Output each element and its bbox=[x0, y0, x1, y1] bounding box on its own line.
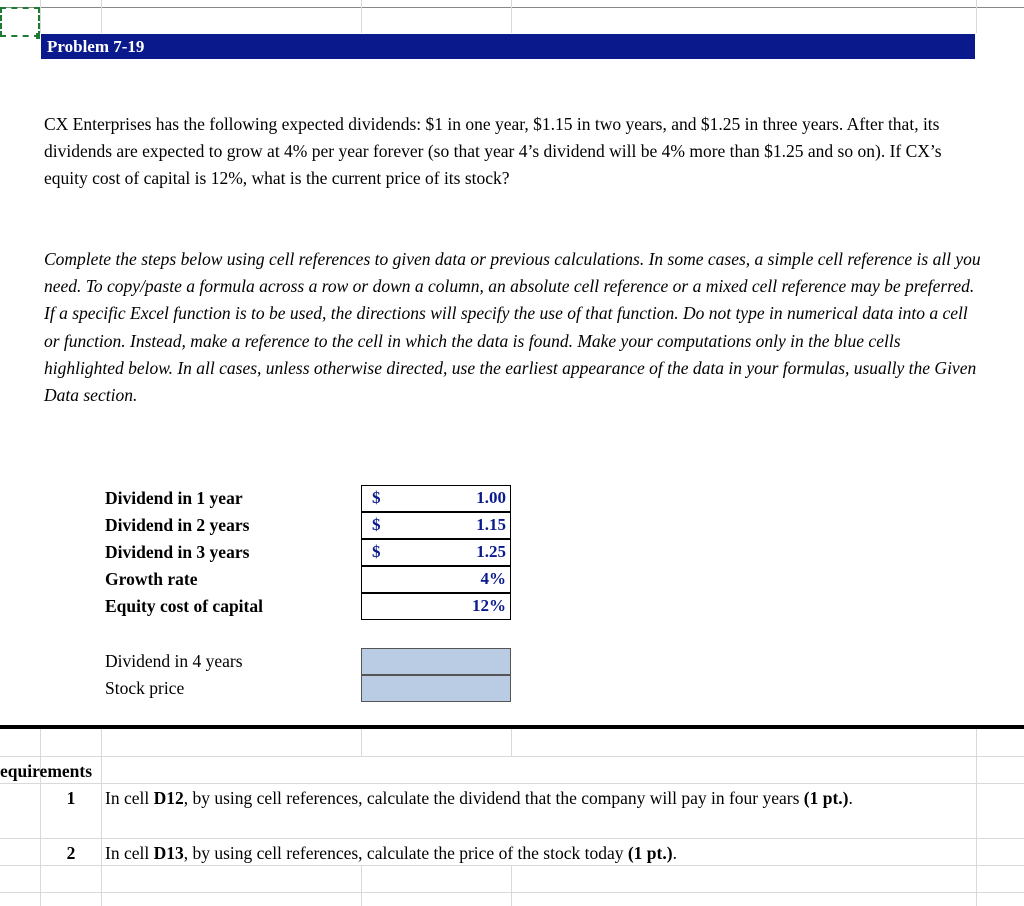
currency-symbol: $ bbox=[372, 515, 381, 534]
given-cell-growth-rate[interactable] bbox=[361, 566, 511, 593]
given-label-equity-cost: Equity cost of capital bbox=[105, 596, 263, 616]
given-value: 1.00 bbox=[476, 488, 506, 507]
given-value: 12% bbox=[472, 596, 506, 615]
given-label-dividend-1: Dividend in 1 year bbox=[105, 488, 243, 508]
selected-cell-outline[interactable] bbox=[0, 7, 40, 37]
input-cell-d13[interactable] bbox=[361, 675, 511, 702]
given-value: 1.25 bbox=[476, 542, 506, 561]
problem-question: CX Enterprises has the following expected dividends: $1 in one year, $1.15 in two years, and $1.25 in three years. After that, its dividends are expected to grow at 4% per year forever (so that year 4’s dividend will be 4% more than $1.25 and so on). If CX’s equity cost of capital is 12%, what is the current price of its stock? bbox=[44, 114, 942, 189]
calc-label-dividend-4: Dividend in 4 years bbox=[105, 651, 243, 671]
given-label-dividend-2: Dividend in 2 years bbox=[105, 515, 250, 535]
given-value: 4% bbox=[480, 569, 506, 588]
requirements-heading: equirements bbox=[0, 761, 93, 781]
calc-label-stock-price: Stock price bbox=[105, 678, 185, 698]
problem-title: Problem 7-19 bbox=[47, 37, 145, 56]
given-label-dividend-3: Dividend in 3 years bbox=[105, 542, 250, 562]
requirement-number: 2 bbox=[66, 843, 76, 863]
requirement-number: 1 bbox=[66, 788, 76, 808]
input-cell-d12[interactable] bbox=[361, 648, 511, 675]
requirement-1: In cell D12, by using cell references, calculate the dividend that the company will pay in four years (1 pt.). bbox=[105, 788, 853, 808]
currency-symbol: $ bbox=[372, 542, 381, 561]
given-cell-dividend-3[interactable] bbox=[361, 539, 511, 566]
given-value: 1.15 bbox=[476, 515, 506, 534]
given-cell-dividend-2[interactable] bbox=[361, 512, 511, 539]
currency-symbol: $ bbox=[372, 488, 381, 507]
given-cell-equity-cost[interactable] bbox=[361, 593, 511, 620]
problem-title-bar bbox=[40, 33, 976, 60]
given-label-growth-rate: Growth rate bbox=[105, 569, 198, 589]
instructions-text: Complete the steps below using cell references to given data or previous calculations. In some cases, a simple cell reference is all you need. To copy/paste a formula across a row or down a column, an absolute cell reference or a mixed cell reference may be preferred. If a specific Excel function is to be used, the directions will specify the use of that function. Do not type in numerical data into a cell or function. Instead, make a reference to the cell in which the data is found. Make your computations only in the blue cells highlighted below. In all cases, unless otherwise directed, use the earliest appearance of the data in your formulas, usually the Given Data section. bbox=[44, 249, 981, 406]
requirement-2: In cell D13, by using cell references, calculate the price of the stock today (1 pt.). bbox=[105, 843, 677, 863]
given-cell-dividend-1[interactable] bbox=[361, 485, 511, 512]
section-divider bbox=[0, 725, 1024, 729]
